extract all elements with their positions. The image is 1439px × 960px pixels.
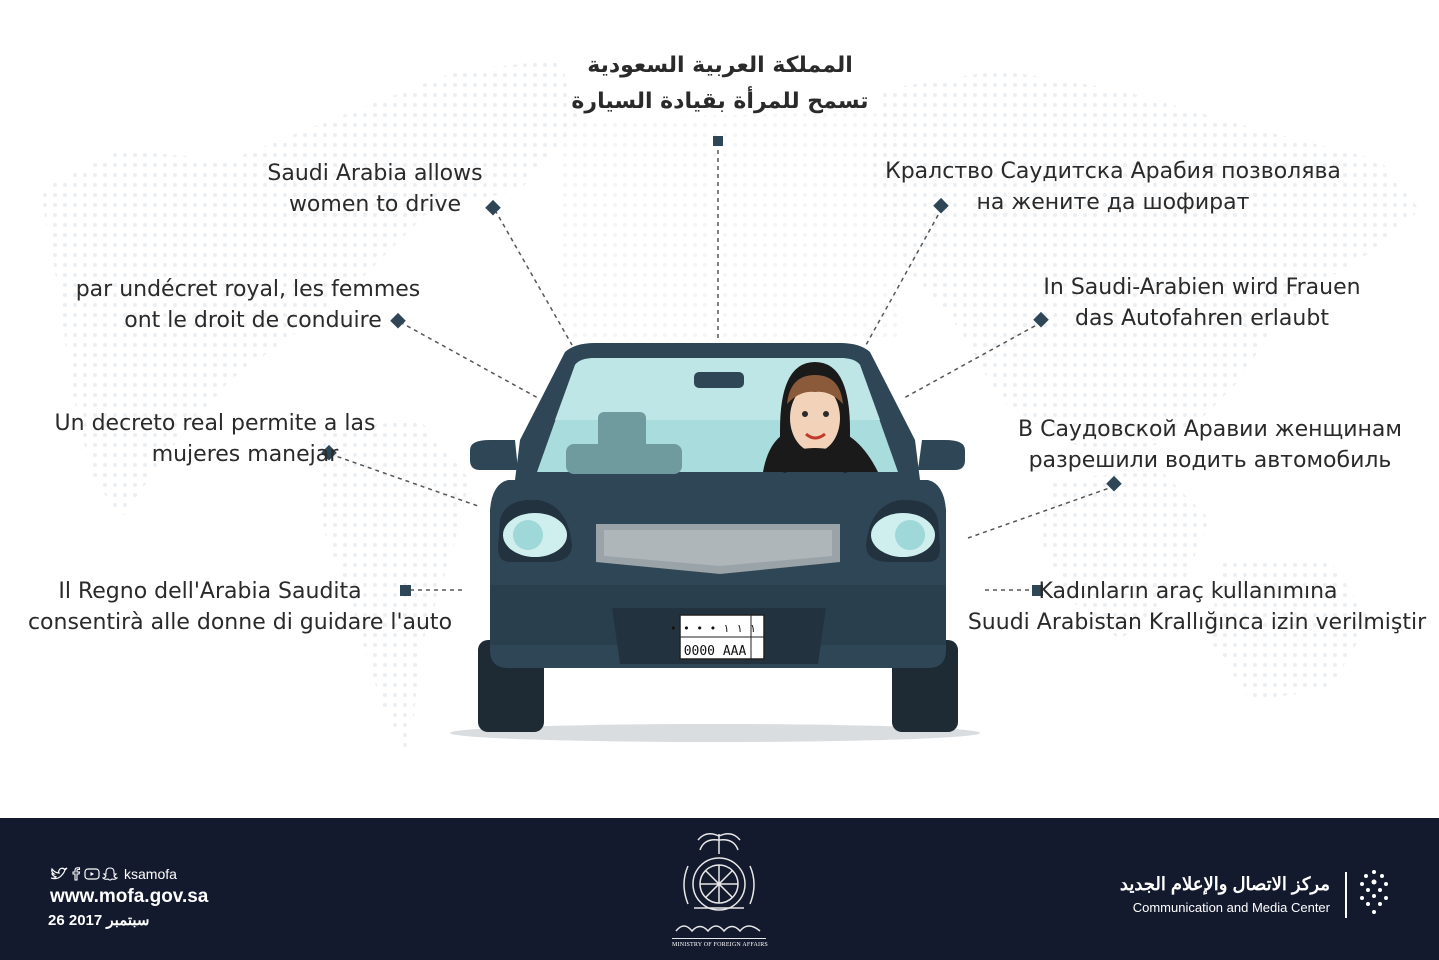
- center-name-arabic: مركز الاتصال والإعلام الجديد: [1119, 874, 1330, 894]
- ministry-name-english: MINISTRY OF FOREIGN AFFAIRS: [672, 942, 768, 948]
- ministry-emblem-icon: [664, 826, 774, 956]
- label-italian: Il Regno dell'Arabia Saudita consentirà alle donne di guidare l'auto: [27, 579, 453, 635]
- website-link[interactable]: www.mofa.gov.sa: [50, 886, 209, 907]
- divider: [1345, 872, 1347, 918]
- media-center-logo-icon: [1356, 868, 1392, 920]
- facebook-icon[interactable]: [70, 867, 82, 881]
- label-english: Saudi Arabia allows women to drive: [267, 161, 483, 217]
- label-arabic: المملكة العربية السعودية تسمح للمرأة بقيادة السيارة: [571, 53, 869, 114]
- footer: [0, 818, 1439, 960]
- label-spanish: Un decreto real permite a las mujeres manejar: [54, 411, 376, 467]
- snapchat-icon[interactable]: [102, 867, 118, 882]
- social-handle[interactable]: ksamofa: [124, 866, 177, 882]
- label-turkish: Kadınların araç kullanımına Suudi Arabistan Krallığınca izin verilmiştir: [967, 579, 1427, 635]
- plate-top: • • • • ١ ١ ١: [669, 622, 757, 635]
- social-icons: [50, 866, 177, 882]
- plate-bottom: 0000 AAA: [683, 644, 747, 659]
- label-french: par undécret royal, les femmes ont le droit de conduire: [75, 277, 421, 333]
- publish-date: 26 سبتمبر 2017: [48, 912, 150, 929]
- youtube-icon[interactable]: [84, 867, 100, 881]
- label-german: In Saudi-Arabien wird Frauen das Autofahren erlaubt: [1043, 275, 1361, 331]
- label-russian: В Саудовской Аравии женщинам разрешили водить автомобиль: [1018, 417, 1402, 473]
- twitter-icon[interactable]: [50, 867, 68, 881]
- center-name-english: Communication and Media Center: [1132, 900, 1330, 915]
- label-bulgarian: Кралство Саудитска Арабия позволява на жените да шофират: [885, 159, 1341, 215]
